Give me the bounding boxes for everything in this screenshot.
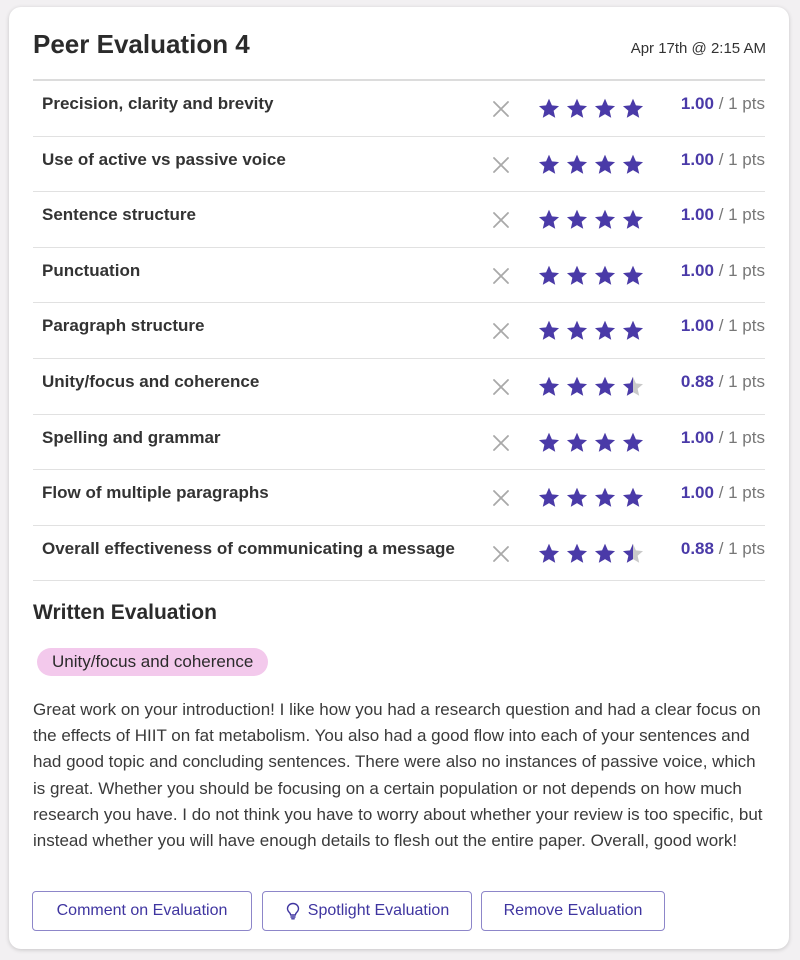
star-filled-icon <box>621 431 645 455</box>
rubric-row <box>33 470 765 526</box>
star-half-icon <box>621 375 645 399</box>
score-max: / 1 pts <box>718 205 765 225</box>
close-icon[interactable] <box>491 488 511 508</box>
rubric-row <box>33 137 765 193</box>
score-text <box>681 372 765 392</box>
star-filled-icon <box>565 486 589 510</box>
remove-evaluation-button[interactable] <box>481 891 665 931</box>
star-filled-icon <box>593 542 617 566</box>
star-rating <box>537 431 645 455</box>
star-filled-icon <box>565 375 589 399</box>
criterion-label: Spelling and grammar <box>42 427 221 447</box>
rubric-row <box>33 415 765 471</box>
star-filled-icon <box>537 431 561 455</box>
star-rating <box>537 542 645 566</box>
score-text <box>681 316 765 336</box>
rubric-row <box>33 526 765 582</box>
score-max: / 1 pts <box>718 427 765 447</box>
star-filled-icon <box>565 264 589 288</box>
rubric-row <box>33 248 765 304</box>
score-value: 1.00 <box>680 205 714 225</box>
star-filled-icon <box>537 153 561 177</box>
star-filled-icon <box>537 97 561 121</box>
star-filled-icon <box>593 431 617 455</box>
criterion-label: Precision, clarity and brevity <box>42 94 274 113</box>
score-max: / 1 pts <box>718 94 765 113</box>
score-text <box>681 428 765 448</box>
close-icon[interactable] <box>491 99 511 119</box>
score-value: 1.00 <box>680 316 714 336</box>
score-text <box>681 261 765 281</box>
lightbulb-icon <box>285 902 301 920</box>
score-text <box>681 483 765 503</box>
comment-button-label: Comment on Evaluation <box>56 902 228 919</box>
evaluation-title: Peer Evaluation 4 <box>33 29 250 59</box>
score-max: / 1 pts <box>718 483 765 503</box>
star-rating <box>537 486 645 510</box>
score-text <box>681 205 765 225</box>
criterion-label: Punctuation <box>42 260 141 280</box>
star-filled-icon <box>593 153 617 177</box>
score-text <box>681 94 765 114</box>
close-icon[interactable] <box>491 377 511 397</box>
star-filled-icon <box>621 319 645 343</box>
star-filled-icon <box>621 97 645 121</box>
star-rating <box>537 264 645 288</box>
spotlight-evaluation-button[interactable] <box>262 891 472 931</box>
score-value: 0.88 <box>680 371 714 391</box>
star-rating <box>537 375 645 399</box>
score-max: / 1 pts <box>718 538 765 558</box>
star-filled-icon <box>565 97 589 121</box>
star-filled-icon <box>565 319 589 343</box>
evaluation-date: Apr 17th @ 2:15 AM <box>630 40 766 57</box>
score-max: / 1 pts <box>718 316 765 336</box>
criterion-tag: Unity/focus and coherence <box>37 648 268 676</box>
written-evaluation-title: Written Evaluation <box>33 601 217 624</box>
criterion-label: Paragraph structure <box>42 316 205 336</box>
star-rating <box>537 208 645 232</box>
star-filled-icon <box>565 153 589 177</box>
remove-button-label: Remove Evaluation <box>503 902 643 919</box>
star-filled-icon <box>537 375 561 399</box>
star-filled-icon <box>565 208 589 232</box>
star-filled-icon <box>593 97 617 121</box>
star-filled-icon <box>565 431 589 455</box>
criterion-label: Sentence structure <box>42 205 196 225</box>
star-filled-icon <box>537 486 561 510</box>
spotlight-button-label: Spotlight Evaluation <box>307 902 450 919</box>
star-filled-icon <box>593 486 617 510</box>
evaluation-comment: Great work on your introduction! I like how you had a research question and had a clear focus on the effects of HIIT on fat metabolism. You also had a good flow into each of your sentences and had good topic and concluding sentences. There were also no instances of passive voice, which is great. Whether you should be focusing on a certain population or not depends on how much research you have. I do not think you have to worry about whether your review is too specific, but instead whether you will have enough details to flesh out the entire paper. Overall, good work! <box>33 700 763 851</box>
score-value: 1.00 <box>680 94 714 113</box>
star-half-icon <box>621 542 645 566</box>
star-rating <box>537 153 645 177</box>
criterion-label: Unity/focus and coherence <box>42 371 260 391</box>
close-icon[interactable] <box>491 321 511 341</box>
comment-on-evaluation-button[interactable] <box>32 891 252 931</box>
evaluation-card <box>9 7 789 949</box>
star-filled-icon <box>565 542 589 566</box>
close-icon[interactable] <box>491 433 511 453</box>
star-filled-icon <box>593 375 617 399</box>
star-filled-icon <box>621 264 645 288</box>
star-rating <box>537 97 645 121</box>
score-value: 1.00 <box>680 427 714 447</box>
close-icon[interactable] <box>491 544 511 564</box>
close-icon[interactable] <box>491 210 511 230</box>
score-max: / 1 pts <box>718 371 765 391</box>
star-filled-icon <box>621 208 645 232</box>
score-text <box>681 539 765 559</box>
rubric-row <box>33 81 765 137</box>
star-filled-icon <box>593 208 617 232</box>
score-value: 1.00 <box>680 149 714 169</box>
score-value: 1.00 <box>680 260 714 280</box>
star-filled-icon <box>537 542 561 566</box>
rubric-row <box>33 192 765 248</box>
star-filled-icon <box>537 208 561 232</box>
close-icon[interactable] <box>491 266 511 286</box>
star-filled-icon <box>621 486 645 510</box>
star-filled-icon <box>537 264 561 288</box>
star-filled-icon <box>593 319 617 343</box>
score-value: 0.88 <box>680 538 714 558</box>
star-filled-icon <box>621 153 645 177</box>
score-text <box>681 150 765 170</box>
score-max: / 1 pts <box>718 260 765 280</box>
star-filled-icon <box>537 319 561 343</box>
close-icon[interactable] <box>491 155 511 175</box>
star-rating <box>537 319 645 343</box>
score-value: 1.00 <box>680 483 714 503</box>
rubric-row <box>33 303 765 359</box>
criterion-label: Overall effectiveness of communicating a message <box>42 538 455 558</box>
criterion-label: Flow of multiple paragraphs <box>42 483 269 503</box>
rubric-row <box>33 359 765 415</box>
star-filled-icon <box>593 264 617 288</box>
score-max: / 1 pts <box>718 149 765 169</box>
rubric-table <box>33 79 765 581</box>
criterion-label: Use of active vs passive voice <box>42 149 286 169</box>
